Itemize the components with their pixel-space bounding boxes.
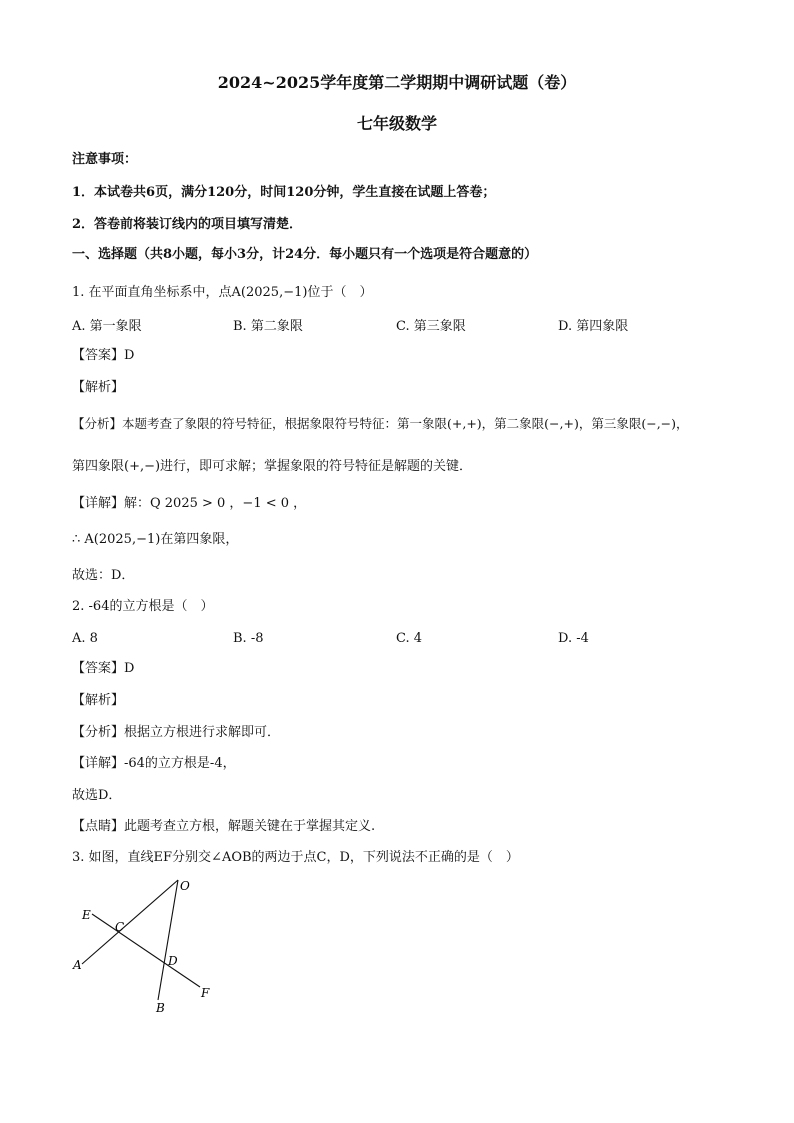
label-c: C: [115, 920, 125, 934]
notice-item-2: 2．答卷前将装订线内的项目填写清楚．: [72, 217, 303, 232]
ray-ob: [158, 880, 178, 1000]
label-b: B: [156, 1001, 165, 1015]
q2-stem: 2. -64的立方根是（ ）: [72, 599, 214, 614]
q2-answer: 【答案】D: [72, 661, 135, 676]
q2-option-c: C. 4: [396, 631, 423, 646]
q2-detail: 【详解】-64的立方根是-4，: [72, 756, 236, 771]
exam-title: 2024~2025学年度第二学期期中调研试题（卷）: [217, 73, 577, 92]
q1-option-c: C. 第三象限: [396, 319, 466, 334]
label-e: E: [82, 908, 91, 922]
section-1-heading: 一、选择题（共8小题，每小3分，计24分．每小题只有一个选项是符合题意的）: [72, 247, 538, 262]
q2-option-d: D. -4: [558, 631, 589, 646]
q3-stem: 3. 如图，直线EF分别交∠AOB的两边于点C，D，下列说法不正确的是（ ）: [72, 850, 519, 865]
label-a: A: [73, 958, 82, 972]
q1-option-b: B. 第二象限: [233, 319, 303, 334]
label-d: D: [168, 954, 178, 968]
q1-detail: 【详解】解：Q 2025 > 0 ，−1 < 0 ，: [72, 496, 307, 511]
q3-geometry-figure: [70, 872, 220, 1017]
line-ef: [92, 914, 200, 987]
q2-analysis-label: 【解析】: [72, 693, 125, 708]
q2-fenxi: 【分析】根据立方根进行求解即可．: [72, 725, 281, 740]
q1-fenxi-line-2: 第四象限(+,−)进行，即可求解；掌握象限的符号特征是解题的关键．: [72, 459, 473, 474]
q2-choose: 故选D．: [72, 788, 122, 803]
q1-option-d: D. 第四象限: [558, 319, 629, 334]
notice-heading: 注意事项：: [72, 152, 138, 167]
q1-answer: 【答案】D: [72, 348, 135, 363]
notice-item-1: 1．本试卷共6页，满分120分，时间120分钟，学生直接在试题上答卷；: [72, 185, 496, 200]
q1-fenxi-line-1: 【分析】本题考查了象限的符号特征，根据象限符号特征：第一象限(+,+)，第二象限(−,+)，第三象限(−,−)，: [72, 416, 689, 431]
label-f: F: [201, 986, 210, 1000]
q1-analysis-label: 【解析】: [72, 380, 125, 395]
q1-conclusion: ∴ A(2025,−1)在第四象限，: [72, 532, 239, 547]
q2-option-a: A. 8: [72, 631, 98, 646]
q1-choose: 故选：D．: [72, 568, 135, 583]
q1-option-a: A. 第一象限: [72, 319, 142, 334]
q1-stem: 1. 在平面直角坐标系中，点A(2025,−1)位于（ ）: [72, 285, 373, 300]
label-o: O: [180, 879, 190, 893]
ray-oa: [82, 880, 178, 964]
q2-dianjing: 【点睛】此题考查立方根，解题关键在于掌握其定义.: [72, 819, 376, 834]
q2-option-b: B. -8: [233, 631, 264, 646]
exam-subtitle: 七年级数学: [356, 114, 437, 133]
